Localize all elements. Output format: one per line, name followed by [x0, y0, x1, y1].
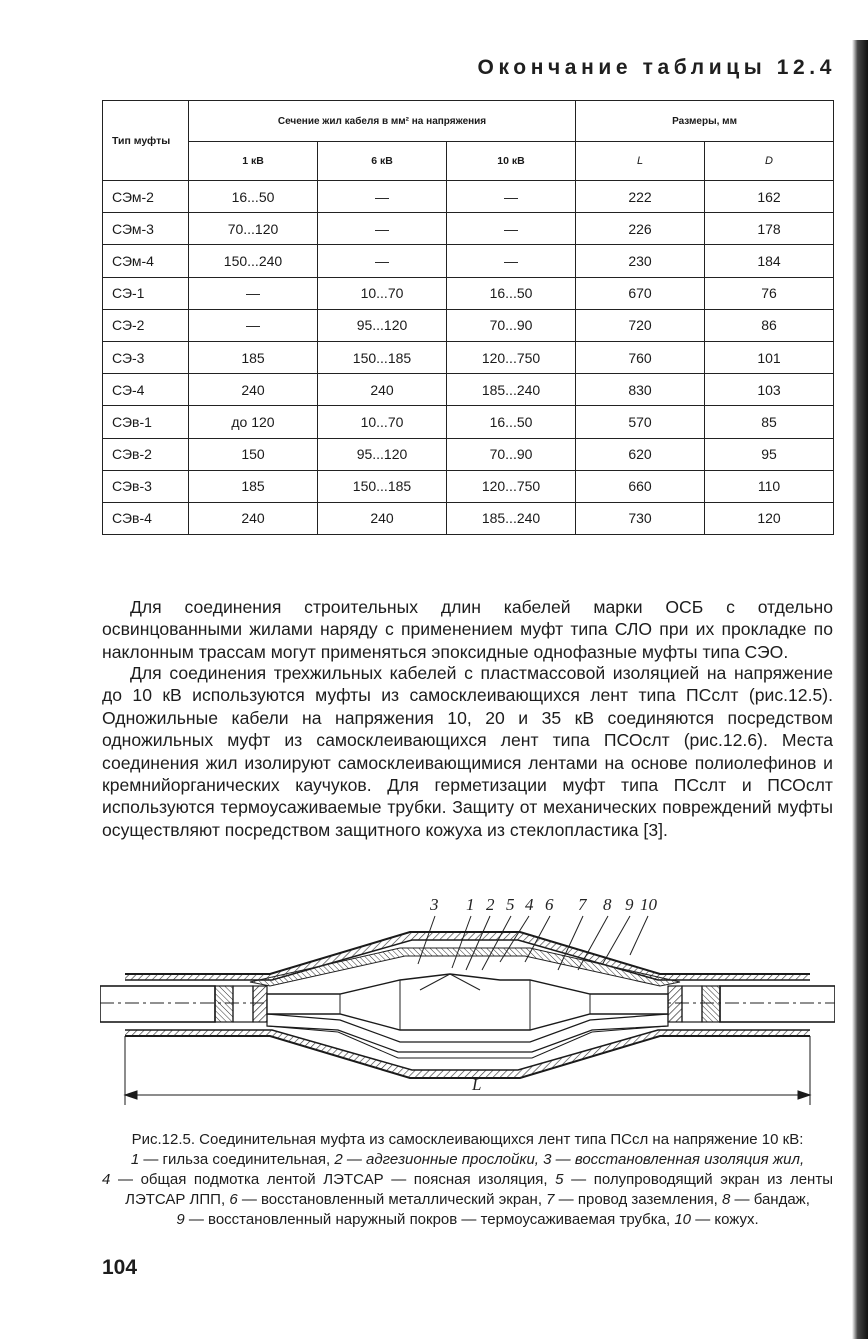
table-row [103, 277, 834, 309]
cell-type: СЭв-3 [103, 470, 189, 502]
cell-1kv: 240 [189, 374, 318, 406]
dimension-label: L [472, 1075, 482, 1094]
cell-l: 830 [576, 374, 705, 406]
col-header-1kv: 1 кВ [189, 142, 318, 181]
caption-num-6: 6 [229, 1191, 238, 1208]
table-row [103, 181, 834, 213]
page-number: 104 [102, 1256, 138, 1279]
connecting-sleeve [267, 974, 668, 1030]
data-table [102, 100, 834, 535]
caption-text-3: — восстановленная изоляция жил, [551, 1151, 805, 1168]
caption-text-10: — кожух. [691, 1211, 759, 1228]
cell-type: СЭ-3 [103, 341, 189, 373]
caption-num-3: 3 [543, 1151, 552, 1168]
cell-10kv: 70...90 [447, 309, 576, 341]
caption-text-5: — полупроводящий экран из ленты ЛЭТСАР ЛПП, [125, 1171, 833, 1208]
cable-right [720, 986, 835, 1022]
table-row [103, 502, 834, 534]
cell-type: СЭ-4 [103, 374, 189, 406]
label-9: 9 [625, 895, 634, 914]
label-1: 1 [466, 895, 475, 914]
caption-num-7: 7 [546, 1191, 555, 1208]
cell-10kv: — [447, 213, 576, 245]
caption-num-2: 2 [334, 1151, 343, 1168]
col-header-10kv: 10 кВ [447, 142, 576, 181]
paragraph-2 [102, 662, 833, 841]
cell-1kv: 240 [189, 502, 318, 534]
cell-6kv: — [318, 213, 447, 245]
cell-1kv: 185 [189, 341, 318, 373]
cell-6kv: 95...120 [318, 438, 447, 470]
col-group-dims: Размеры, мм [576, 101, 834, 142]
cell-10kv: 185...240 [447, 502, 576, 534]
cell-10kv: 16...50 [447, 406, 576, 438]
label-5: 5 [506, 895, 515, 914]
cell-l: 226 [576, 213, 705, 245]
cell-1kv: — [189, 277, 318, 309]
cell-l: 222 [576, 181, 705, 213]
table-row [103, 245, 834, 277]
label-4: 4 [525, 895, 534, 914]
cell-type: СЭ-1 [103, 277, 189, 309]
cell-6kv: 95...120 [318, 309, 447, 341]
cell-10kv: 120...750 [447, 341, 576, 373]
caption-num-9: 9 [176, 1211, 185, 1228]
cell-6kv: 150...185 [318, 470, 447, 502]
cell-10kv: 120...750 [447, 470, 576, 502]
cell-10kv: — [447, 245, 576, 277]
col-group-section: Сечение жил кабеля в мм² на напряжения [189, 101, 576, 142]
page-header: Окончание таблицы 12.4 [477, 56, 836, 79]
col-header-d: D [705, 142, 834, 181]
coupling-diagram [100, 890, 835, 1115]
cell-l: 660 [576, 470, 705, 502]
caption-num-4: 4 [102, 1171, 111, 1188]
cell-6kv: 150...185 [318, 341, 447, 373]
cell-1kv: до 120 [189, 406, 318, 438]
cell-d: 120 [705, 502, 834, 534]
paragraph-1 [102, 596, 833, 663]
cell-l: 620 [576, 438, 705, 470]
cell-1kv: 150...240 [189, 245, 318, 277]
cell-l: 570 [576, 406, 705, 438]
table-row [103, 438, 834, 470]
paragraph-1-text: Для соединения строительных длин кабелей марки ОСБ с отдельно освинцованными жилами наряду с применением муфт типа СЛО при их прокладке по наклонным трассам могут применяться эпоксидные однофазные муфты типа СЭО. [102, 597, 833, 662]
caption-text-6: — восстановленный металлический экран, [237, 1191, 547, 1208]
caption-text-8: — бандаж, [730, 1191, 810, 1208]
cell-6kv: — [318, 181, 447, 213]
cable-left [100, 986, 215, 1022]
cell-6kv: — [318, 245, 447, 277]
caption-text-4: — общая подмотка лентой ЛЭТСАР — поясная изоляция, [110, 1171, 556, 1188]
cell-6kv: 240 [318, 502, 447, 534]
cell-l: 720 [576, 309, 705, 341]
caption-num-8: 8 [722, 1191, 731, 1208]
caption-num-5: 5 [555, 1171, 564, 1188]
cell-type: СЭм-2 [103, 181, 189, 213]
table-row [103, 213, 834, 245]
table-row [103, 470, 834, 502]
label-7: 7 [578, 895, 587, 914]
cell-10kv: 185...240 [447, 374, 576, 406]
cell-d: 110 [705, 470, 834, 502]
cell-6kv: 10...70 [318, 277, 447, 309]
cell-1kv: 16...50 [189, 181, 318, 213]
cell-d: 162 [705, 181, 834, 213]
col-header-6kv: 6 кВ [318, 142, 447, 181]
cell-6kv: 240 [318, 374, 447, 406]
cell-type: СЭв-4 [103, 502, 189, 534]
cell-1kv: 70...120 [189, 213, 318, 245]
caption-text-2: — адгезионные прослойки, [342, 1151, 544, 1168]
label-10: 10 [640, 895, 657, 914]
table-body [103, 181, 834, 535]
cell-10kv: 16...50 [447, 277, 576, 309]
cell-type: СЭм-3 [103, 213, 189, 245]
table-row [103, 374, 834, 406]
cell-d: 85 [705, 406, 834, 438]
cell-d: 86 [705, 309, 834, 341]
cell-1kv: 150 [189, 438, 318, 470]
cell-1kv: 185 [189, 470, 318, 502]
caption-num-10: 10 [674, 1211, 692, 1228]
cell-type: СЭв-2 [103, 438, 189, 470]
label-2: 2 [486, 895, 495, 914]
table-row [103, 341, 834, 373]
cell-type: СЭ-2 [103, 309, 189, 341]
cell-d: 178 [705, 213, 834, 245]
caption-text-9: — восстановленный наружный покров — термоусаживаемая трубка, [184, 1211, 675, 1228]
table-row [103, 309, 834, 341]
caption-text-1: — гильза соединительная, [139, 1151, 335, 1168]
callout-labels [429, 895, 658, 914]
caption-text-7: — провод заземления, [554, 1191, 723, 1208]
cell-l: 230 [576, 245, 705, 277]
cell-l: 670 [576, 277, 705, 309]
col-header-type: Тип муфты [103, 101, 189, 181]
caption-intro: Рис.12.5. Соединительная муфта из самосклеивающихся лент типа ПСсл на напряжение 10 кВ: [131, 1131, 804, 1148]
cell-d: 95 [705, 438, 834, 470]
figure-caption [102, 1130, 833, 1230]
cell-l: 760 [576, 341, 705, 373]
caption-num-1: 1 [130, 1151, 140, 1168]
page-edge-shadow [852, 0, 868, 1339]
cell-6kv: 10...70 [318, 406, 447, 438]
cell-10kv: 70...90 [447, 438, 576, 470]
label-3: 3 [430, 895, 439, 914]
cell-type: СЭв-1 [103, 406, 189, 438]
cell-10kv: — [447, 181, 576, 213]
col-header-l: L [576, 142, 705, 181]
cell-1kv: — [189, 309, 318, 341]
cell-l: 730 [576, 502, 705, 534]
cell-d: 76 [705, 277, 834, 309]
cell-d: 101 [705, 341, 834, 373]
label-6: 6 [545, 895, 554, 914]
paragraph-2-text: Для соединения трехжильных кабелей с пластмассовой изоляцией на напряжение до 10 кВ используются муфты из самосклеивающихся лент типа ПСслт (рис.12.5). Одножильные кабели на напряжения 10, 20 и 35 кВ соединяются посредством одножильных муфт из самосклеивающихся лент типа ПСОслт (рис.12.6). Места соединения жил изолируют самосклеивающимися лентами на основе полиолефинов и кремнийорганических каучуков. Для герметизации муфт типа ПСслт и ПСОслт используются термоусаживаемые трубки. Защиту от механических повреждений муфты осуществляют посредством защитного кожуха из стеклопластика [3]. [102, 663, 833, 840]
cell-d: 184 [705, 245, 834, 277]
cell-d: 103 [705, 374, 834, 406]
table-row [103, 406, 834, 438]
cell-type: СЭм-4 [103, 245, 189, 277]
label-8: 8 [603, 895, 612, 914]
